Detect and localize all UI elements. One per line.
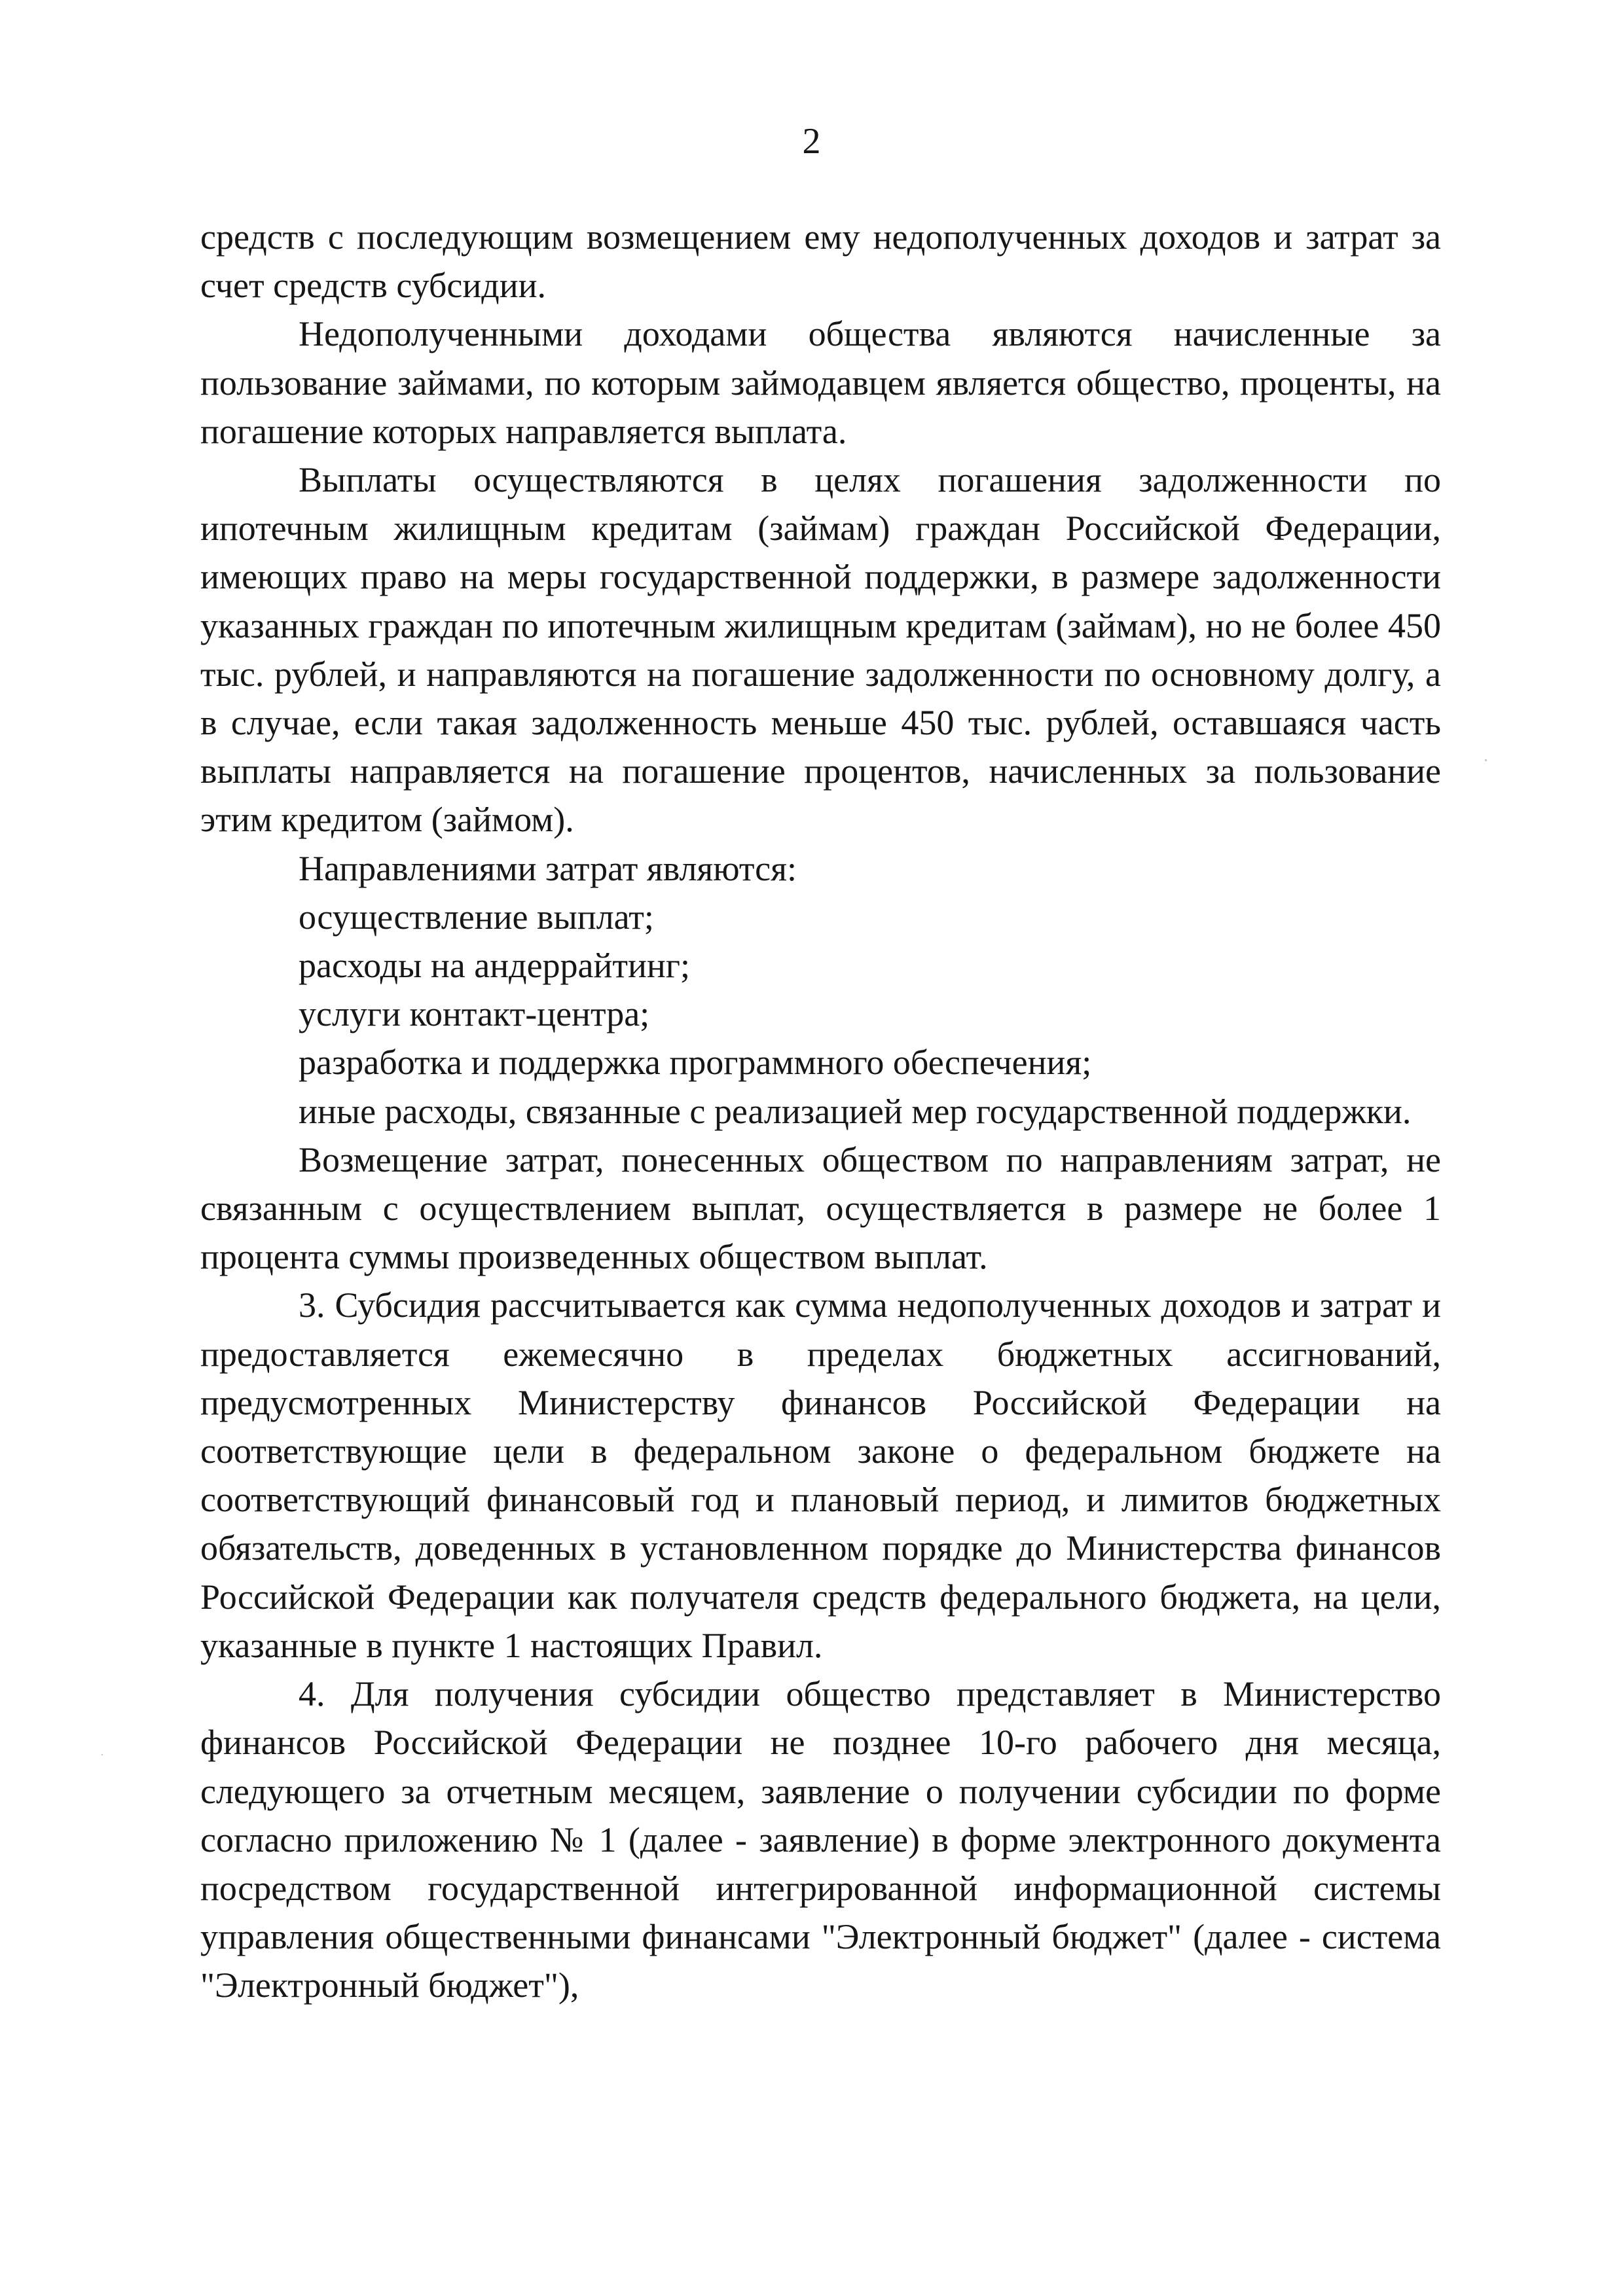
list-item-contact-center: услуги контакт-центра; bbox=[299, 994, 650, 1034]
list-item-software: разработка и поддержка программного обеспечения; bbox=[299, 1043, 1092, 1083]
paragraph-item-3: 3. Субсидия рассчитывается как сумма недополученных доходов и затрат и предоставляется ежемесячно в пределах бюджетных ассигнований, предусмотренных Министерству финансов Российской Федерации на соответствующие цели в федеральном законе о федеральном бюджете на соответствующий финансовый год и плановый период, и лимитов бюджетных обязательств, доведенных в установленном порядке до Министерства финансов Российской Федерации как получателя средств федерального бюджета, на цели, указанные в пункте 1 настоящих Правил. bbox=[200, 1285, 1441, 1665]
page-number: 2 bbox=[802, 121, 821, 162]
paragraph-item-4: 4. Для получения субсидии общество представляет в Министерство финансов Российской Федерации не позднее 10-го рабочего дня месяца, следующего за отчетным месяцем, заявление о получении субсидии по форме согласно приложению № 1 (далее - заявление) в форме электронного документа посредством государственной интегрированной информационной системы управления общественными финансами "Электронный бюджет" (далее - система "Электронный бюджет"), bbox=[200, 1674, 1441, 2005]
paragraph-payments: Выплаты осуществляются в целях погашения задолженности по ипотечным жилищным кредитам (займам) граждан Российской Федерации, имеющих право на меры государственной поддержки, в размере задолженности указанных граждан по ипотечным жилищным кредитам (займам), но не более 450 тыс. рублей, и направляются на погашение задолженности по основному долгу, а в случае, если такая задолженность меньше 450 тыс. рублей, оставшаяся часть выплаты направляется на погашение процентов, начисленных за пользование этим кредитом (займом). bbox=[200, 460, 1441, 840]
scan-artifact-mark bbox=[101, 1754, 103, 1755]
paragraph-cost-reimbursement: Возмещение затрат, понесенных обществом по направлениям затрат, не связанным с осуществлением выплат, осуществляется в размере не более 1 процента суммы произведенных обществом выплат. bbox=[200, 1139, 1441, 1277]
paragraph-continuation: средств с последующим возмещением ему недополученных доходов и затрат за счет средств субсидии. bbox=[200, 217, 1441, 306]
scan-artifact-mark bbox=[1485, 759, 1487, 761]
list-item-payments: осуществление выплат; bbox=[299, 897, 654, 937]
paragraph-lost-income: Недополученными доходами общества являются начисленные за пользование займами, по которым займодавцем является общество, проценты, на погашение которых направляется выплата. bbox=[200, 314, 1441, 451]
list-item-underwriting: расходы на андеррайтинг; bbox=[299, 946, 690, 986]
list-item-other-costs: иные расходы, связанные с реализацией мер государственной поддержки. bbox=[299, 1091, 1412, 1131]
document-body bbox=[200, 213, 1441, 2010]
paragraph-cost-directions-heading: Направлениями затрат являются: bbox=[299, 848, 797, 888]
